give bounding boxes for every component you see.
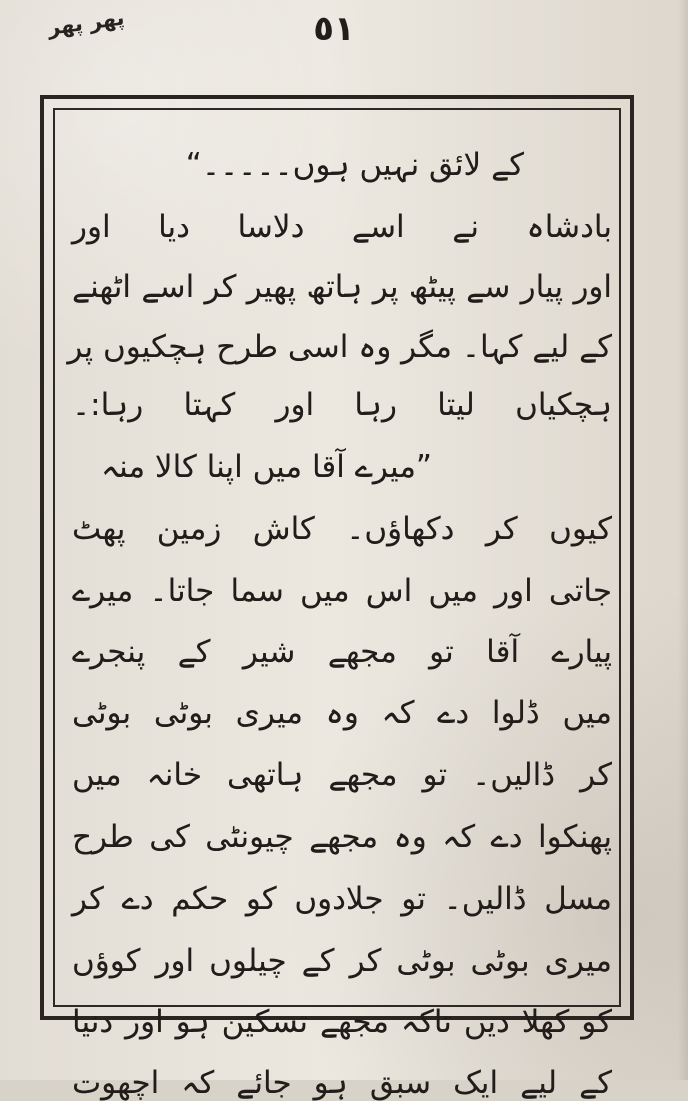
text-line: پھنکوا دے کہ وہ مجھے چیونٹی کی طرح [72,819,612,855]
text-line: میری بوٹی بوٹی کر کے چیلوں اور کوؤں [72,943,612,979]
text-line: ”میرے آقا میں اپنا کالا منہ [100,449,432,485]
text-line: مسل ڈالیں۔ تو جلادوں کو حکم دے کر [72,881,612,917]
text-line: میں ڈلوا دے کہ وہ میری بوٹی بوٹی [72,695,612,731]
text-line: کو کھلا دیں تاکہ مجھے تسکین ہو اور دنیا [72,1004,612,1040]
text-line: کر ڈالیں۔ تو مجھے ہاتھی خانہ میں [72,757,612,793]
page-text [67,145,612,1101]
text-line: اور پیار سے پیٹھ پر ہاتھ پھیر کر اسے اٹھنے [72,269,612,305]
text-line: جاتی اور میں اس میں سما جاتا۔ میرے [72,573,612,609]
text-line: بادشاہ نے اسے دلاسا دیا اور [72,209,612,245]
text-line: ہچکیاں لیتا رہا اور کہتا رہا:۔ [72,387,612,423]
page-number: ٥١ [313,9,355,49]
running-title: پھر پھر [46,5,126,40]
text-line: کیوں کر دکھاؤں۔ کاش زمین پھٹ [72,511,612,547]
text-line: پیارے آقا تو مجھے شیر کے پنجرے [72,634,612,670]
text-line: کے لیے ایک سبق ہو جائے کہ اچھوت [72,1065,612,1101]
page-header [0,6,688,50]
text-line: کے لیے کہا۔ مگر وہ اسی طرح ہچکیوں پر [67,329,612,365]
text-line: کے لائق نہیں ہوں۔۔۔۔۔“ [185,147,524,183]
